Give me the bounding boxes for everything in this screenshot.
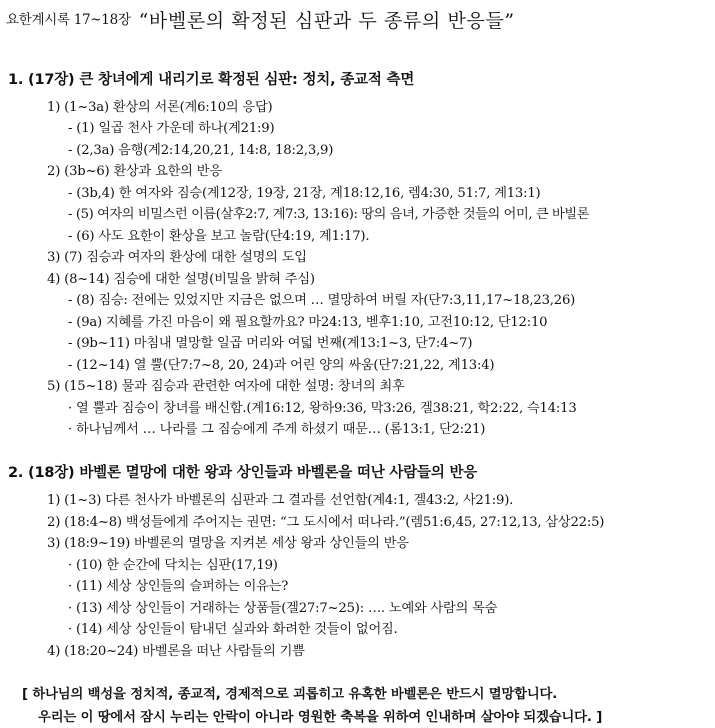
summary-line-2: 우리는 이 땅에서 잠시 누리는 안락이 아니라 영원한 축복을 위하여 인내하며 살아야 되겠습니다. ] — [38, 710, 603, 725]
outline-point: 1) (1~3) 다른 천사가 바벨론의 심판과 그 결과를 선언함(계4:1, 겔43:2, 사21:9). — [47, 493, 514, 508]
outline-bullet: · 하나님께서 … 나라를 그 짐승에게 주게 하셨기 때문… (롬13:1, 단2:21) — [68, 422, 486, 437]
section-1-heading: 1. (17장) 큰 창녀에게 내리기로 확정된 심판: 정치, 종교적 측면 — [8, 72, 415, 88]
outline-point: 2) (18:4~8) 백성들에게 주어지는 권면: “그 도시에서 떠나라.”(렘51:6,45, 27:12,13, 삼상22:5) — [47, 515, 605, 530]
outline-bullet: · (14) 세상 상인들이 탐내던 실과와 화려한 것들이 없어짐. — [68, 622, 398, 637]
outline-point: 3) (18:9~19) 바벨론의 멸망을 지켜본 세상 왕과 상인들의 반응 — [47, 536, 409, 551]
outline-subpoint: - (5) 여자의 비밀스런 이름(살후2:7, 계7:3, 13:16): 땅의 음녀, 가증한 것들의 어미, 큰 바빌론 — [68, 207, 590, 222]
outline-point: 3) (7) 짐승과 여자의 환상에 대한 설명의 도입 — [47, 250, 307, 265]
outline-bullet: · (13) 세상 상인들이 거래하는 상품들(겔27:7~25): …. 노예와 사람의 목숨 — [68, 601, 498, 616]
outline-bullet: · 열 뿔과 짐승이 창녀를 배신함.(계16:12, 왕하9:36, 막3:26, 겔38:21, 학2:22, 슥14:13 — [68, 401, 577, 416]
outline-subpoint: - (3b,4) 한 여자와 짐승(계12장, 19장, 21장, 계18:12,16, 렘4:30, 51:7, 계13:1) — [68, 186, 541, 201]
outline-subpoint: - (9a) 지혜를 가진 마음이 왜 필요할까요? 마24:13, 벧후1:10, 고전10:12, 단12:10 — [68, 315, 548, 330]
outline-subpoint: - (12~14) 열 뿔(단7:7~8, 20, 24)과 어린 양의 싸움(단7:21,22, 계13:4) — [68, 358, 495, 373]
outline-subpoint: - (8) 짐승: 전에는 있었지만 지금은 없으며 … 멸망하여 버릴 자(단7:3,11,17~18,23,26) — [68, 293, 576, 308]
outline-bullet: · (10) 한 순간에 닥치는 심판(17,19) — [68, 558, 278, 573]
outline-point: 4) (8~14) 짐승에 대한 설명(비밀을 밝혀 주심) — [47, 272, 315, 287]
outline-point: 2) (3b~6) 환상과 요한의 반응 — [47, 164, 222, 179]
summary-line-1: [ 하나님의 백성을 정치적, 종교적, 경제적으로 괴롭히고 유혹한 바벨론은 반드시 멸망합니다. — [22, 687, 558, 702]
outline-point: 5) (15~18) 물과 짐승과 관련한 여자에 대한 설명: 창녀의 최후 — [47, 379, 405, 394]
book-chapter-label: 요한계시록 17~18장 — [6, 12, 131, 28]
outline-subpoint: - (6) 사도 요한이 환상을 보고 놀람(단4:19, 계1:17). — [68, 229, 370, 244]
outline-point: 1) (1~3a) 환상의 서론(계6:10의 응답) — [47, 100, 273, 115]
outline-bullet: · (11) 세상 상인들의 슬퍼하는 이유는? — [68, 579, 289, 594]
document-header — [6, 6, 515, 33]
outline-subpoint: - (1) 일곱 천사 가운데 하나(계21:9) — [68, 121, 275, 136]
outline-subpoint: - (2,3a) 음행(계2:14,20,21, 14:8, 18:2,3,9) — [68, 143, 334, 158]
outline-point: 4) (18:20~24) 바벨론을 떠난 사람들의 기쁨 — [47, 644, 305, 659]
section-2-heading: 2. (18장) 바벨론 멸망에 대한 왕과 상인들과 바벨론을 떠난 사람들의 반응 — [8, 465, 478, 481]
outline-subpoint: - (9b~11) 마침내 멸망할 일곱 머리와 여덟 번째(계13:1~3, 단7:4~7) — [68, 336, 473, 351]
document-title: “바벨론의 확정된 심판과 두 종류의 반응들” — [138, 10, 515, 32]
